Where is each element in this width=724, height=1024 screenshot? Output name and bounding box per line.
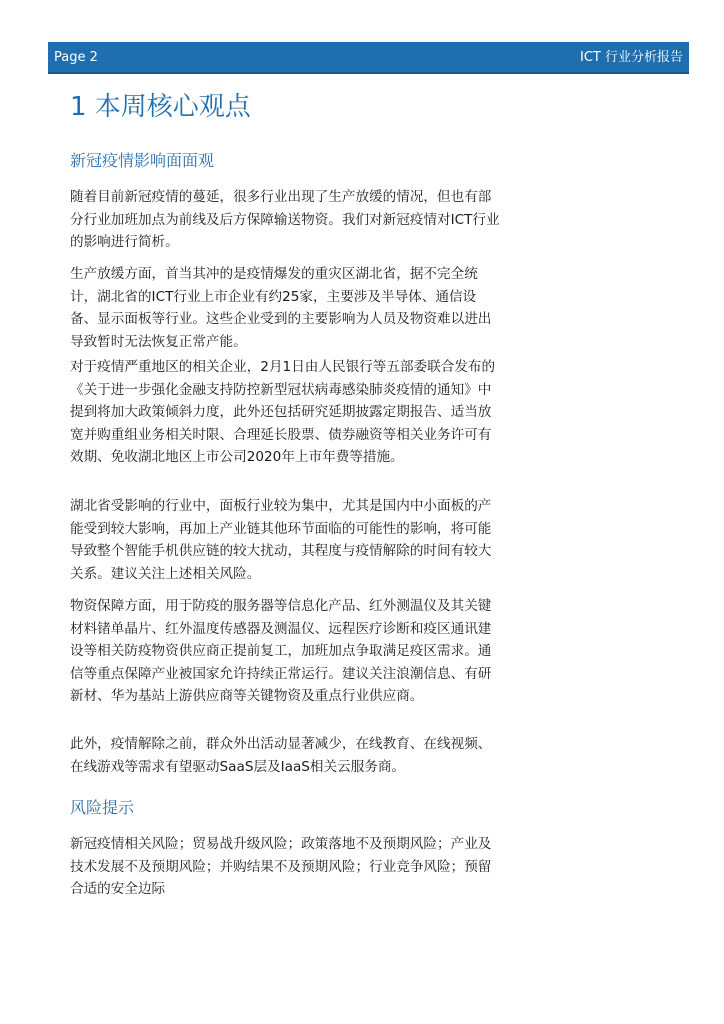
risk-paragraph: 新冠疫情相关风险；贸易战升级风险；政策落地不及预期风险；产业及技术发展不及预期风险；并购结果不及预期风险；行业竞争风险；预留合适的安全边际 bbox=[70, 836, 492, 898]
page-header-bar bbox=[48, 42, 689, 74]
risk-heading: 风险提示 bbox=[70, 798, 135, 817]
covid-paragraph-1: 随着目前新冠疫情的蔓延，很多行业出现了生产放缓的情况，但也有部分行业加班加点为前线及后方保障输送物资。我们对新冠疫情对ICT行业的影响进行简析。 bbox=[70, 189, 500, 251]
covid-paragraph-4: 湖北省受影响的行业中，面板行业较为集中，尤其是国内中小面板的产能受到较大影响，再加上产业链其他环节面临的可能性的影响，将可能导致整个智能手机供应链的较大扰动，其程度与疫情解除的时间有较大关系。建议关注上述相关风险。 bbox=[70, 498, 492, 582]
covid-paragraph-3: 对于疫情严重地区的相关企业，2月1日由人民银行等五部委联合发布的《关于进一步强化金融支持防控新型冠状病毒感染肺炎疫情的通知》中提到将加大政策倾斜力度，此外还包括研究延期披露定期报告、适当放宽并购重组业务相关时限、合理延长股票、债券融资等相关业务许可有效期、免收湖北地区上市公司2020年上市年费等措施。 bbox=[70, 359, 496, 466]
covid-paragraph-2: 生产放缓方面，首当其冲的是疫情爆发的重灾区湖北省，据不完全统计，湖北省的ICT行业上市企业有约25家，主要涉及半导体、通信设备、显示面板等行业。这些企业受到的主要影响为人员及物资难以进出导致暂时无法恢复正常产能。 bbox=[70, 266, 492, 350]
section-title: 1 本周核心观点 bbox=[70, 92, 251, 122]
page-number-label: Page 2 bbox=[54, 50, 98, 65]
covid-impact-heading: 新冠疫情影响面面观 bbox=[70, 151, 215, 170]
covid-paragraph-5: 物资保障方面，用于防疫的服务器等信息化产品、红外测温仪及其关键材料锗单晶片、红外温度传感器及测温仪、远程医疗诊断和疫区通讯建设等相关防疫物资供应商正提前复工，加班加点争取满足疫区需求。通信等重点保障产业被国家允许持续正常运行。建议关注浪潮信息、有研新材、华为基站上游供应商等关键物资及重点行业供应商。 bbox=[70, 598, 492, 705]
report-title-label: ICT 行业分析报告 bbox=[580, 50, 683, 65]
covid-paragraph-6: 此外，疫情解除之前，群众外出活动显著减少，在线教育、在线视频、在线游戏等需求有望驱动SaaS层及IaaS相关云服务商。 bbox=[70, 736, 492, 775]
